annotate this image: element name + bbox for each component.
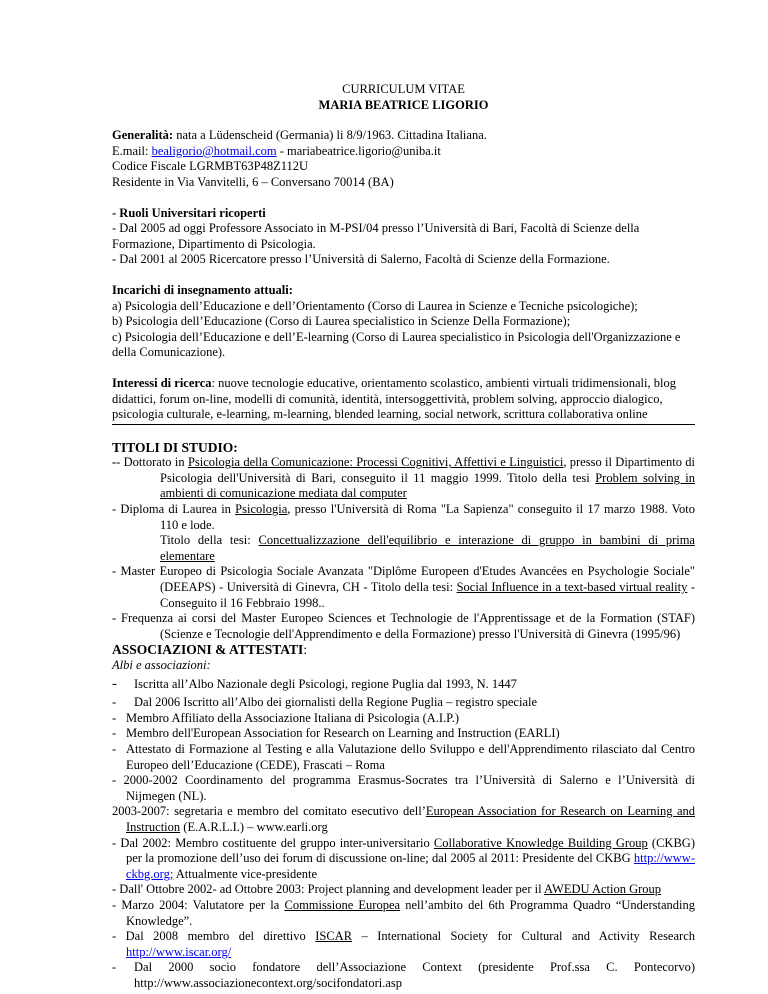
degree-item: - Diploma di Laurea in Psicologia, presso l'Università di Roma "La Sapienza" conseguito il 17 marzo 1988. Voto 110 e lode. bbox=[112, 502, 696, 532]
email-link[interactable]: bealigorio@hotmail.com bbox=[151, 143, 277, 158]
associations-subheading: Albi e associazioni: bbox=[112, 658, 211, 672]
list-item: - Iscritta all’Albo Nazionale degli Psicologi, regione Puglia dal 1993, N. 1447 bbox=[112, 675, 517, 692]
role-item: - Dal 2005 ad oggi Professore Associato in M-PSI/04 presso l’Università di Bari, Facoltà di Scienze della Formazione, Dipartimento di Psicologia. bbox=[112, 221, 640, 251]
email-line: E.mail: bealigorio@hotmail.com - mariabeatrice.ligorio@uniba.it bbox=[112, 143, 441, 158]
list-item: - Attestato di Formazione al Testing e alla Valutazione dello Sviluppo e dell'Apprendimento rilasciato dal Centro Europeo dell’Educazione (CEDE), Frascati – Roma bbox=[112, 741, 695, 772]
context-item: - Dal 2000 socio fondatore dell’Associazione Context (presidente Prof.ssa C. Pontecorvo) http://www.associazionecontext.org/socifondatori.asp bbox=[112, 960, 695, 990]
fiscal-code: Codice Fiscale LGRMBT63P48Z112U bbox=[112, 159, 309, 174]
ckbg-item: - Dal 2002: Membro costituente del gruppo inter-universitario Collaborative Knowledge Building Group (CKBG) per la promozione dell’uso dei forum di discussione on-line; dal 2005 al 2011: Presidente del CKBG http://www-ckbg.org; Attualmente vice-presidente bbox=[112, 835, 695, 881]
iscar-item: - Dal 2008 membro del direttivo ISCAR – International Society for Cultural and Activity Research http://www.iscar.org/ bbox=[112, 929, 695, 959]
cv-content bbox=[112, 82, 695, 991]
research-interests: Interessi di ricerca: nuove tecnologie educative, orientamento scolastico, ambienti virtuali tridimensionali, blog didattici, forum on-line, modelli di comunità, identità, intersoggettività, problem solving, approccio dialogico, psicologia culturale, e-learning, m-learning, blended learning, social network, scrittura collaborativa online bbox=[112, 375, 676, 422]
awedu-item: - Dall' Ottobre 2002- ad Ottobre 2003: Project planning and development leader per il AWEDU Action Group bbox=[112, 882, 662, 897]
degree-thesis: Titolo della tesi: Concettualizzazione dell'equilibrio e interazione di gruppo in bambini di prima elementare bbox=[160, 533, 695, 563]
phd-item: -- Dottorato in Psicologia della Comunicazione: Processi Cognitivi, Affettivi e Linguistici, presso il Dipartimento di Psicologia dell'Università di Bari, conseguito il 11 maggio 1999. Titolo della tesi Problem solving in ambienti di comunicazione mediata dal computer bbox=[112, 455, 695, 501]
list-item: - Membro dell'European Association for Research on Learning and Instruction (EARLI) bbox=[112, 726, 560, 741]
iscar-link[interactable]: http://www.iscar.org/ bbox=[126, 944, 232, 959]
teaching-item: c) Psicologia dell’Educazione e dell’E-learning (Corso di Laurea specialistico in Psicologia dell'Organizzazione e della Comunicazione). bbox=[112, 329, 681, 360]
list-item: - Membro Affiliato della Associazione Italiana di Psicologia (A.I.P.) bbox=[112, 710, 460, 725]
staf-item: - Frequenza ai corsi del Master Europeo Sciences et Technologie de l'Apprentissage et de la Formation (STAF) (Scienze e Tecnologie dell'Apprendimento e della Formazione) presso l'Università di Ginevra (1995/96) bbox=[112, 611, 695, 641]
list-item: - Dal 2006 Iscritto all’Albo dei giornalisti della Regione Puglia – registro speciale bbox=[112, 695, 538, 710]
teaching-heading: Incarichi di insegnamento attuali: bbox=[112, 282, 293, 297]
general-label: Generalità: bbox=[112, 128, 174, 143]
teaching-item: b) Psicologia dell’Educazione (Corso di Laurea specialistico in Scienze Della Formazione); bbox=[112, 314, 571, 329]
role-item: - Dal 2001 al 2005 Ricercatore presso l’Università di Salerno, Facoltà di Scienze della Formazione. bbox=[112, 252, 610, 267]
studies-heading: TITOLI DI STUDIO: bbox=[112, 439, 238, 455]
earli-item: 2003-2007: segretaria e membro del comitato esecutivo dell’European Association for Research on Learning and Instruction (E.A.R.L.I.) – www.earli.org bbox=[112, 804, 695, 834]
general-line: Generalità: nata a Lüdenscheid (Germania) li 8/9/1963. Cittadina Italiana. bbox=[112, 128, 487, 143]
master-item: - Master Europeo di Psicologia Sociale Avanzata "Diplôme Europeen d'Etudes Avancées en Psychologie Sociale" (DEEAPS) - Università di Ginevra, CH - Titolo della tesi: Social Influence in a text-based virtual reality - Conseguito il 16 Febbraio 1998.. bbox=[112, 564, 696, 610]
ckbg-link[interactable]: http://www-ckbg.org; bbox=[126, 851, 695, 881]
cv-name: MARIA BEATRICE LIGORIO bbox=[318, 97, 489, 112]
roles-heading: - Ruoli Universitari ricoperti bbox=[112, 205, 266, 220]
residence: Residente in Via Vanvitelli, 6 – Conversano 70014 (BA) bbox=[112, 174, 394, 189]
teaching-item: a) Psicologia dell’Educazione e dell’Orientamento (Corso di Laurea in Scienze e Tecniche psicologiche); bbox=[112, 298, 638, 313]
erasmus-item: - 2000-2002 Coordinamento del programma Erasmus-Socrates tra l’Università di Salerno e l’Università di Nijmegen (NL). bbox=[112, 773, 695, 803]
associations-heading: ASSOCIAZIONI & ATTESTATI: bbox=[112, 642, 308, 658]
cv-title: CURRICULUM VITAE bbox=[342, 82, 465, 96]
ce-item: - Marzo 2004: Valutatore per la Commissione Europea nell’ambito del 6th Programma Quadro “Understanding Knowledge”. bbox=[112, 897, 695, 928]
